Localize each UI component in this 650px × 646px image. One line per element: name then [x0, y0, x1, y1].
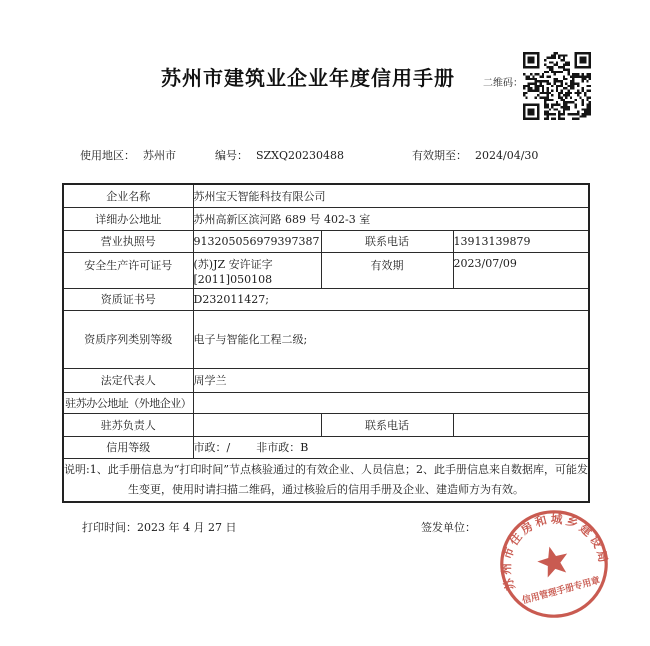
row-value — [193, 413, 321, 436]
row-label: 资质证书号 — [63, 288, 193, 310]
table-row — [63, 252, 589, 288]
row-label: 法定代表人 — [63, 368, 193, 392]
row-value — [193, 436, 589, 458]
meta-line — [0, 147, 650, 163]
table-row — [63, 413, 589, 436]
row-value: 周学兰 — [193, 368, 589, 392]
serial-label: 编号： — [215, 149, 248, 162]
credit-non-municipal: 非市政：B — [256, 441, 309, 454]
print-time-label: 打印时间： — [82, 521, 137, 534]
seal-ring-text: 苏州市住房和城乡建设局 — [499, 511, 611, 592]
row-value — [193, 392, 589, 413]
table-row — [63, 230, 589, 252]
row-value: 2023/07/09 — [453, 252, 589, 288]
table-row — [63, 288, 589, 310]
row-label: 驻苏办公地址（外地企业） — [63, 392, 193, 413]
row-label: 营业执照号 — [63, 230, 193, 252]
row-label: 资质序列类别等级 — [63, 310, 193, 368]
row-value — [453, 413, 589, 436]
row-label: 联系电话 — [321, 230, 453, 252]
table-row — [63, 436, 589, 458]
row-label: 联系电话 — [321, 413, 453, 436]
print-time-value: 2023 年 4 月 27 日 — [137, 521, 237, 534]
page-title: 苏州市建筑业企业年度信用手册 — [161, 66, 455, 90]
row-label: 安全生产许可证号 — [63, 252, 193, 288]
table-row — [63, 184, 589, 207]
serial-group — [215, 147, 344, 163]
license-line-2: [2011]050108 — [193, 272, 273, 286]
serial-value: SZXQ20230488 — [256, 149, 345, 162]
row-label: 详细办公地址 — [63, 207, 193, 230]
seal-star — [534, 543, 571, 579]
table-row — [63, 392, 589, 413]
row-value: 苏州高新区滨河路 689 号 402-3 室 — [193, 207, 589, 230]
row-value: D232011427; — [193, 288, 589, 310]
region-label: 使用地区： — [80, 149, 135, 162]
valid-until-label: 有效期至： — [412, 149, 467, 162]
seal-banner-text: 信用管理手册专用章 — [521, 574, 605, 607]
row-label: 企业名称 — [63, 184, 193, 207]
row-value: 电子与智能化工程二级; — [193, 310, 589, 368]
region-value: 苏州市 — [143, 149, 176, 162]
row-value: 913205056979397387 — [193, 230, 321, 252]
info-table — [62, 183, 590, 503]
table-row — [63, 310, 589, 368]
credit-municipal: 市政：/ — [193, 441, 231, 454]
table-row — [63, 458, 589, 502]
print-time-group — [82, 519, 236, 535]
row-value: 13913139879 — [453, 230, 589, 252]
official-seal — [496, 506, 612, 622]
license-line-1: (苏)JZ 安许证字 — [193, 257, 273, 271]
row-label: 驻苏负责人 — [63, 413, 193, 436]
note-text: 说明:1、此手册信息为“打印时间”节点核验通过的有效企业、人员信息；2、此手册信息来自数据库，可能发生变更，使用时请扫描二维码，通过核验后的信用手册及企业、建造师方为有效。 — [63, 458, 589, 502]
qr-code — [523, 52, 591, 120]
region-group — [80, 147, 176, 163]
table-row — [63, 207, 589, 230]
table-row — [63, 368, 589, 392]
row-label: 信用等级 — [63, 436, 193, 458]
qr-label: 二维码： — [483, 78, 523, 89]
row-value — [193, 252, 321, 288]
valid-until-value: 2024/04/30 — [475, 149, 539, 162]
row-value: 苏州宝天智能科技有限公司 — [193, 184, 589, 207]
row-label: 有效期 — [321, 252, 453, 288]
issuer-label: 签发单位： — [421, 521, 476, 534]
valid-group — [412, 147, 538, 163]
